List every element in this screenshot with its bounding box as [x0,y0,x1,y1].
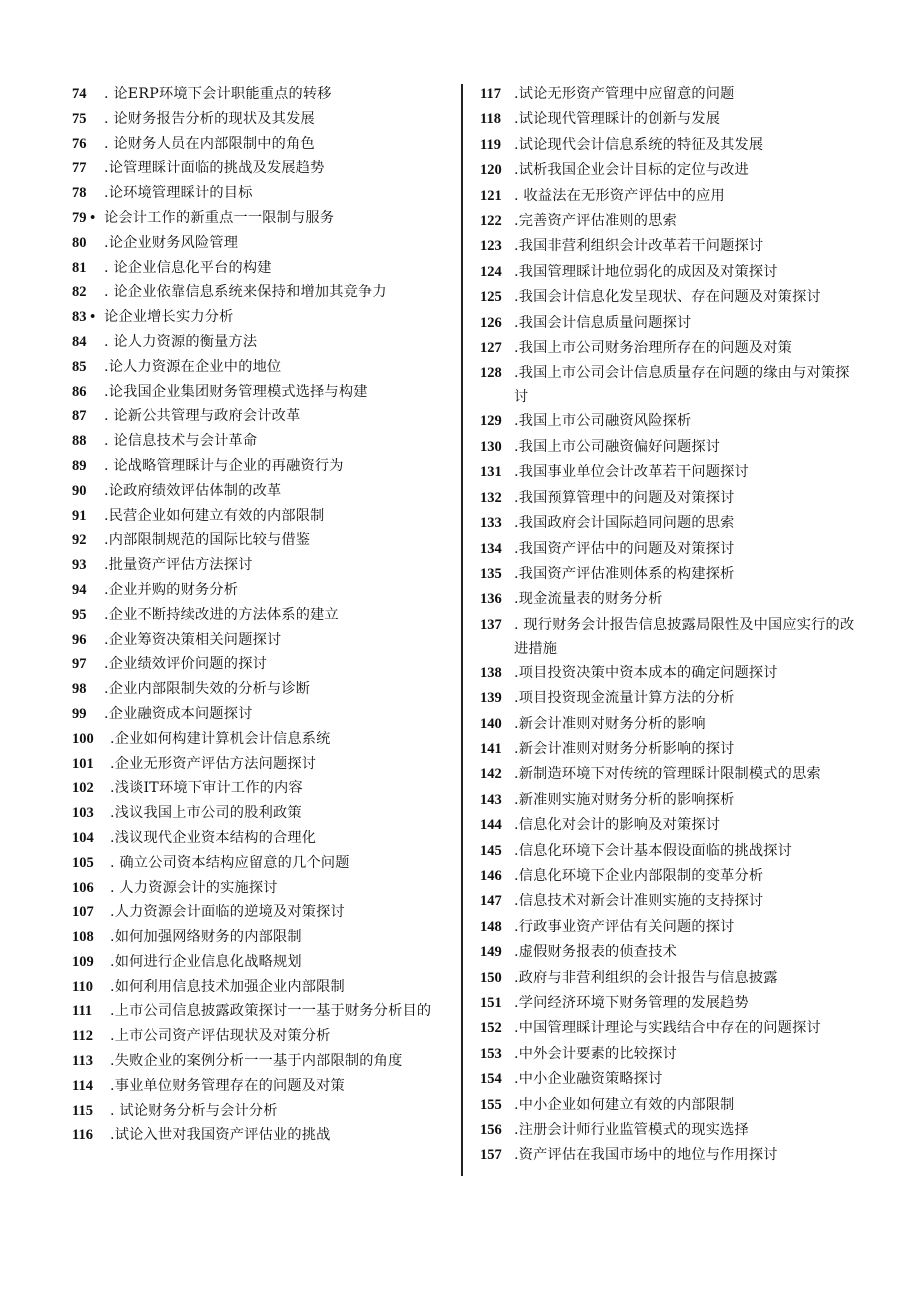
item-number: 76 [72,135,87,152]
item-title: .新准则实施对财务分析的影响探析 [514,791,735,808]
item-title: .论企业财务风险管理 [104,234,239,251]
list-item [72,801,450,826]
item-number: 152 [480,1020,502,1037]
list-item [72,1074,450,1099]
list-item [72,256,450,281]
list-item [72,231,450,256]
item-title: . 现行财务会计报告信息披露局限性及中国应实行的改进措施 [514,616,855,657]
item-number: 137 [480,616,502,633]
list-item [72,528,450,553]
item-title: .中小企业如何建立有效的内部限制 [514,1096,735,1113]
list-item [72,380,450,405]
list-item [72,479,450,504]
item-number: 97 [72,656,87,673]
list-item [72,280,450,305]
item-title: .上市公司信息披露政策探讨一一基于财务分析目的 [110,1003,432,1020]
list-item [480,940,860,965]
right-column [480,82,860,1169]
list-item [72,181,450,206]
list-item [72,206,450,231]
list-item [480,712,860,737]
item-number: 74 [72,86,87,102]
list-item [480,1118,860,1143]
item-number: 82 [72,284,87,301]
item-title: .项目投资现金流量计算方法的分析 [514,690,735,707]
item-title: .内部限制规范的国际比较与借鉴 [104,532,311,549]
list-item [480,486,860,511]
item-number: 131 [480,464,502,481]
item-title: .我国预算管理中的问题及对策探讨 [514,489,735,506]
list-item [480,82,860,107]
list-item [72,826,450,851]
item-title: . 论企业信息化平台的构建 [104,259,272,276]
list-item [480,966,860,991]
item-title: .批量资产评估方法探讨 [104,557,253,574]
item-number: 113 [72,1053,93,1070]
item-number: 151 [480,995,502,1011]
list-item [480,511,860,536]
item-title: .失败企业的案例分析一一基于内部限制的角度 [110,1053,403,1070]
item-number: 125 [480,289,502,306]
item-title: .我国资产评估中的问题及对策探讨 [514,540,735,557]
item-title: .中国管理睬计理论与实践结合中存在的问题探讨 [514,1020,821,1037]
list-item [480,661,860,686]
list-item [480,562,860,587]
list-item [480,737,860,762]
item-title: .企业融资成本问题探讨 [104,705,253,722]
item-number: 85 [72,358,87,375]
list-item [72,652,450,677]
list-item [72,132,450,157]
item-number: 129 [480,413,502,430]
item-title: . 论信息技术与会计革命 [104,433,258,450]
item-title: .论环境管理睬计的目标 [104,185,253,202]
item-number: 91 [72,507,87,524]
item-title: .企业并购的财务分析 [104,581,239,598]
item-number: 107 [72,904,94,921]
item-title: .完善资产评估准则的思索 [514,213,677,230]
item-number: 98 [72,681,87,698]
item-number: 99 [72,705,87,722]
column-divider [461,84,463,1176]
list-item [72,305,450,330]
item-title: .中外会计要素的比较探讨 [514,1045,677,1062]
item-title: .我国上市公司财务治理所存在的问题及对策 [514,340,793,357]
item-number: 115 [72,1102,93,1119]
item-number: 100 [72,730,94,747]
item-title: .信息技术对新会计准则实施的支持探讨 [514,893,764,910]
item-title: .我国会计信息化发呈现状、存在问题及对策探讨 [514,289,821,306]
list-item [72,107,450,132]
item-title: .资产评估在我国市场中的地位与作用探讨 [514,1147,778,1164]
list-item [480,158,860,183]
item-number: 139 [480,690,502,707]
item-title: .试论现代管理睬计的创新与发展 [514,111,721,128]
item-number: 127 [480,340,502,357]
list-item [480,1042,860,1067]
list-item [72,553,450,578]
list-item [72,999,450,1024]
item-title: .论我国企业集团财务管理模式选择与构建 [104,383,368,400]
item-title: .试论入世对我国资产评估业的挑战 [110,1127,331,1144]
list-item [72,578,450,603]
item-number: 143 [480,791,502,808]
item-title: .现金流量表的财务分析 [514,591,663,608]
item-number: 112 [72,1028,93,1045]
item-title: .我国会计信息质量问题探讨 [514,314,692,331]
item-number: 123 [480,238,502,255]
item-number: 156 [480,1122,502,1139]
item-number: 93 [72,557,87,574]
item-title: . 论企业依靠信息系统来保持和增加其竞争力 [104,284,387,301]
item-title: .我国管理睬计地位弱化的成因及对策探讨 [514,263,778,280]
item-number: 148 [480,918,502,935]
item-title: .新制造环境下对传统的管理睬计限制模式的思索 [514,766,821,783]
item-number: 75 [72,110,87,127]
item-title: .浅谈IT环境下审计工作的内容 [110,780,303,797]
item-title: .如何利用信息技术加强企业内部限制 [110,978,345,995]
item-title: . 试论财务分析与会计分析 [110,1102,278,1119]
item-number: 78 [72,185,87,202]
item-number: 121 [480,187,502,204]
item-title: .企业筹资决策相关问题探讨 [104,631,282,648]
list-item [480,813,860,838]
list-item [72,677,450,702]
item-title: .我国上市公司融资偏好问题探讨 [514,438,721,455]
list-item [480,864,860,889]
left-column [72,82,450,1148]
item-title: .企业内部限制失效的分析与诊断 [104,681,311,698]
item-number: 95 [72,606,87,623]
item-number: 83 • [72,309,96,326]
list-item [72,925,450,950]
item-title: . 论财务报告分析的现状及其发展 [104,110,315,127]
item-number: 135 [480,565,502,582]
item-title: .注册会计师行业监管模式的现实选择 [514,1122,749,1139]
item-number: 92 [72,532,87,549]
item-number: 101 [72,755,94,772]
item-number: 106 [72,879,94,896]
list-item [480,234,860,259]
item-title: . 论战略管理睬计与企业的再融资行为 [104,457,344,474]
list-item [480,839,860,864]
list-item [480,107,860,132]
list-item [480,184,860,209]
item-title: .浅议现代企业资本结构的合理化 [110,829,317,846]
list-item [480,460,860,485]
item-number: 138 [480,664,502,681]
item-title: . 确立公司资本结构应留意的几个问题 [110,854,350,871]
item-number: 86 [72,383,87,400]
item-title: .信息化对会计的影响及对策探讨 [514,817,721,834]
item-title: .人力资源会计面临的逆境及对策探讨 [110,904,345,921]
item-number: 120 [480,162,502,179]
list-item [72,702,450,727]
item-number: 157 [480,1147,502,1164]
item-number: 80 [72,234,87,251]
list-item [72,1123,450,1148]
item-title: .我国上市公司会计信息质量存在问题的缘由与对策探讨 [514,365,850,406]
item-number: 132 [480,489,502,506]
item-title: .虚假财务报表的侦查技术 [514,944,677,961]
item-title: .新会计准则对财务分析影响的探讨 [514,740,735,757]
list-item [480,991,860,1016]
item-number: 136 [480,591,502,608]
item-number: 81 [72,259,87,276]
item-number: 96 [72,631,87,648]
item-title: .新会计准则对财务分析的影响 [514,715,706,732]
item-number: 144 [480,817,502,834]
list-item [480,537,860,562]
item-title: .政府与非营利组织的会计报告与信息披露 [514,969,778,986]
list-item [72,355,450,380]
list-item [72,975,450,1000]
item-number: 88 [72,433,87,450]
item-number: 145 [480,842,502,859]
list-item [72,628,450,653]
list-item [480,1067,860,1092]
item-title: .企业绩效评价问题的探讨 [104,656,267,673]
item-number: 119 [480,136,501,153]
list-item [72,776,450,801]
item-title: .我国政府会计国际趋同问题的思索 [514,515,735,532]
list-item [72,404,450,429]
list-item [480,1016,860,1041]
list-item [480,285,860,310]
list-item [72,504,450,529]
list-item [480,336,860,361]
item-title: .企业如何构建计算机会计信息系统 [110,730,331,747]
item-number: 79 • [72,209,96,226]
item-number: 141 [480,740,502,757]
item-title: .行政事业资产评估有关问题的探讨 [514,918,735,935]
item-title: .论管理睬计面临的挑战及发展趋势 [104,160,325,177]
item-number: 149 [480,944,502,961]
list-item [480,260,860,285]
list-item [72,752,450,777]
item-title: .试论无形资产管理中应留意的问题 [514,86,735,102]
item-number: 111 [72,1003,93,1020]
item-title: .试论现代会计信息系统的特征及其发展 [514,136,764,153]
list-item [480,311,860,336]
item-number: 89 [72,457,87,474]
item-title: .信息化环境下企业内部限制的变革分析 [514,867,764,884]
item-number: 130 [480,438,502,455]
item-title: .试析我国企业会计目标的定位与改进 [514,162,749,179]
item-number: 140 [480,715,502,732]
item-number: 102 [72,780,94,797]
item-number: 118 [480,111,501,128]
item-title: .论人力资源在企业中的地位 [104,358,282,375]
list-item [480,435,860,460]
list-item [480,209,860,234]
list-item [480,1093,860,1118]
list-item [72,1024,450,1049]
list-item [72,1099,450,1124]
item-title: . 论财务人员在内部限制中的角色 [104,135,315,152]
list-item [480,788,860,813]
item-number: 155 [480,1096,502,1113]
item-number: 90 [72,482,87,499]
item-number: 154 [480,1071,502,1088]
item-title: .浅议我国上市公司的股利政策 [110,805,302,822]
item-number: 117 [480,86,501,102]
item-title: .论政府绩效评估体制的改革 [104,482,282,499]
item-title: .事业单位财务管理存在的问题及对策 [110,1077,345,1094]
item-number: 126 [480,314,502,331]
item-number: 150 [480,969,502,986]
list-item [72,330,450,355]
item-title: .我国上市公司融资风险探析 [514,413,692,430]
list-item [480,133,860,158]
list-item [72,851,450,876]
item-number: 108 [72,929,94,946]
item-number: 84 [72,333,87,350]
item-number: 146 [480,867,502,884]
list-item [480,361,860,409]
item-title: .如何加强网络财务的内部限制 [110,929,302,946]
list-item [480,762,860,787]
item-title: .我国非营利组织会计改革若干问题探讨 [514,238,764,255]
item-number: 77 [72,160,87,177]
item-number: 124 [480,263,502,280]
item-title: . 论ERP环境下会计职能重点的转移 [104,86,332,102]
item-title: . 人力资源会计的实施探讨 [110,879,278,896]
item-title: .信息化环境下会计基本假设面临的挑战探讨 [514,842,793,859]
item-number: 110 [72,978,93,995]
item-number: 142 [480,766,502,783]
item-number: 114 [72,1077,93,1094]
list-item [72,950,450,975]
item-number: 153 [480,1045,502,1062]
item-title: .我国事业单位会计改革若干问题探讨 [514,464,749,481]
list-item [72,454,450,479]
list-item [72,727,450,752]
item-number: 134 [480,540,502,557]
list-item [480,915,860,940]
item-title: . 论人力资源的衡量方法 [104,333,258,350]
list-item [72,900,450,925]
item-title: .企业不断持续改进的方法体系的建立 [104,606,339,623]
list-item [72,156,450,181]
item-title: .如何进行企业信息化战略规划 [110,953,302,970]
list-item [480,686,860,711]
list-item [72,82,450,107]
list-item [480,409,860,434]
item-number: 147 [480,893,502,910]
item-title: . 论新公共管理与政府会计改革 [104,408,301,425]
item-number: 128 [480,365,502,382]
list-item [480,889,860,914]
list-item [480,613,860,661]
item-number: 103 [72,805,94,822]
list-item [480,587,860,612]
item-number: 109 [72,953,94,970]
item-number: 116 [72,1127,93,1144]
item-number: 133 [480,515,502,532]
list-item [72,429,450,454]
list-item [480,1143,860,1168]
item-title: . 收益法在无形资产评估中的应用 [514,187,725,204]
item-title: .项目投资决策中资本成本的确定问题探讨 [514,664,778,681]
item-title: .企业无形资产评估方法问题探讨 [110,755,317,772]
item-number: 105 [72,854,94,871]
item-title: 论会计工作的新重点一一限制与服务 [104,209,335,226]
list-item [72,1049,450,1074]
item-number: 122 [480,213,502,230]
list-item [72,603,450,628]
item-title: .我国资产评估准则体系的构建探析 [514,565,735,582]
list-item [72,876,450,901]
item-number: 94 [72,581,87,598]
item-title: 论企业增长实力分析 [104,309,234,326]
item-title: .上市公司资产评估现状及对策分析 [110,1028,331,1045]
item-title: .学问经济环境下财务管理的发展趋势 [514,995,749,1011]
item-number: 87 [72,408,87,425]
item-number: 104 [72,829,94,846]
item-title: .中小企业融资策略探讨 [514,1071,663,1088]
item-title: .民营企业如何建立有效的内部限制 [104,507,325,524]
